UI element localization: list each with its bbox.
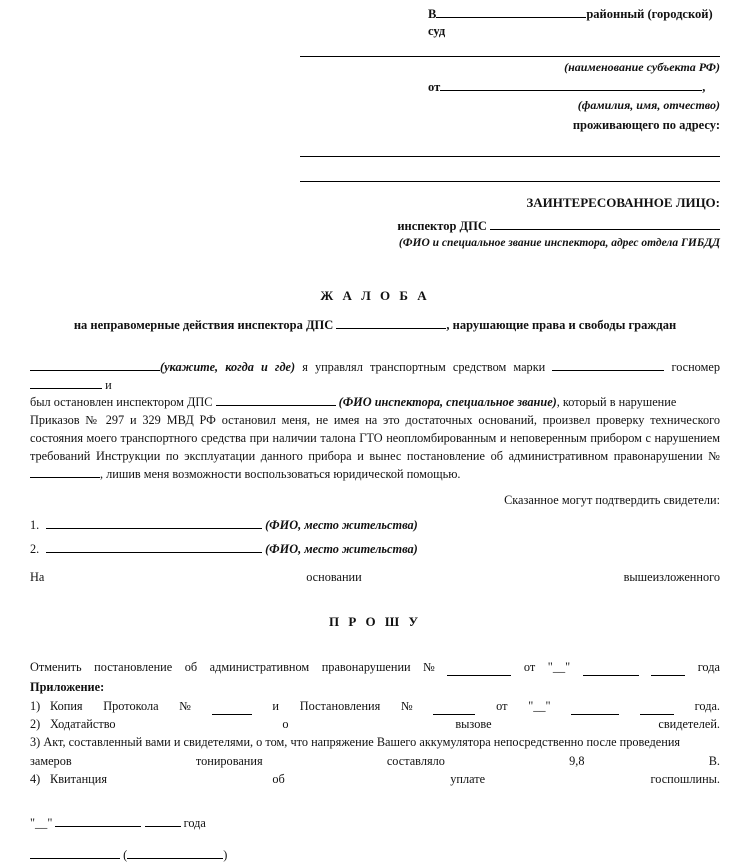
inspector-name-blank[interactable]	[216, 405, 336, 406]
req-word-3: об	[184, 659, 198, 674]
ap3-w4: составляло	[386, 753, 445, 768]
appendix-item-text-continued	[30, 752, 720, 770]
signature-open-paren: (	[123, 847, 128, 862]
court-line	[300, 6, 720, 40]
appendix-item	[30, 697, 720, 715]
ap1-w7: от	[496, 698, 508, 713]
subject-blank-row	[300, 42, 720, 57]
address-blank-2[interactable]	[300, 167, 720, 182]
ap1-blank-2[interactable]	[433, 697, 475, 715]
subject-hint: (наименование субъекта РФ)	[564, 59, 720, 74]
ap1-blank-3[interactable]	[571, 697, 619, 715]
from-prefix: от	[428, 79, 441, 94]
court-suffix: районный (городской) суд	[428, 7, 713, 38]
signature-blank[interactable]	[30, 858, 120, 859]
witness-intro: Сказанное могут подтвердить свидетели:	[504, 492, 720, 507]
address-label: проживающего по адресу:	[572, 118, 720, 133]
body-paragraph-3	[30, 412, 720, 483]
request-line-1	[30, 658, 720, 676]
subtitle-part2: , нарушающие права и свободы граждан	[446, 317, 677, 332]
on-basis-2: основании	[306, 570, 362, 584]
addressee-block	[300, 0, 720, 252]
req-word-8: "__"	[547, 659, 571, 674]
date-row	[30, 815, 720, 833]
witness-number: 1.	[30, 518, 40, 533]
body-p2-a: был остановлен инспектором ДПС	[30, 395, 213, 410]
date-place-blank[interactable]	[30, 370, 160, 371]
ap1-w9: года.	[694, 698, 720, 713]
body-p1-b: госномер	[671, 359, 720, 374]
req-year-blank[interactable]	[651, 658, 685, 676]
subtitle-part1: на неправомерные действия инспектора ДПС	[73, 317, 334, 332]
inspector-label: инспектор ДПС	[397, 218, 487, 233]
appendix-item	[30, 733, 720, 751]
ap1-w1: Копия	[50, 698, 83, 713]
ap4-w2: об	[272, 772, 285, 787]
ap1-w6: №	[400, 698, 413, 713]
req-word-7: от	[523, 659, 536, 674]
req-word-9: года	[697, 659, 720, 674]
request-block	[30, 658, 720, 789]
on-basis-1: На	[30, 570, 45, 584]
ap3-w5: 9,8	[569, 753, 585, 768]
req-word-2: постановление	[94, 659, 173, 674]
req-month-blank[interactable]	[583, 658, 639, 676]
ap1-w3: №	[179, 698, 192, 713]
appendix-item-text	[30, 733, 720, 751]
resolution-number-blank[interactable]	[30, 477, 100, 478]
appendix-item-continued	[30, 752, 720, 770]
witness-hint-2: (ФИО, место жительства)	[265, 542, 418, 557]
date-month-blank[interactable]	[55, 826, 141, 827]
ap3-w3: тонирования	[195, 753, 263, 768]
witness-row	[30, 541, 720, 559]
date-place-hint: (укажите, когда и где)	[160, 359, 296, 374]
on-basis-line	[30, 569, 720, 587]
ap1-w5: Постановления	[299, 698, 381, 713]
ap3-num-inline: 3)	[30, 735, 41, 750]
body-p3-text: Приказов № 297 и 329 МВД РФ остановил меня, не имея на это достаточных оснований, произвел проверку технического состояния моего транспортного средства при наличии талона ГТО неопломбированным и неповеренным прибором с нарушением требований Инструкции по эксплуатации данного прибора и вынес постановление об административном правонарушении №	[30, 413, 720, 463]
court-blank[interactable]	[436, 17, 586, 18]
ap1-w2: Протокола	[103, 698, 159, 713]
ap2-w3: вызове	[455, 716, 492, 731]
vehicle-brand-blank[interactable]	[552, 370, 664, 371]
ap4-w3: уплате	[450, 772, 486, 787]
ap2-w2: о	[282, 716, 289, 731]
date-year-blank[interactable]	[145, 826, 181, 827]
ap3-w6: В.	[708, 753, 720, 768]
req-number-blank[interactable]	[447, 658, 511, 676]
ap3-w2: замеров	[30, 753, 72, 768]
body-p1-a: я управлял транспортным средством марки	[302, 359, 546, 374]
from-line	[300, 79, 720, 96]
appendix-item-text	[50, 770, 720, 788]
prosu-heading: П Р О Ш У	[329, 613, 421, 629]
inspector-line	[300, 218, 720, 235]
address-blank-row-1	[300, 142, 720, 157]
witness-row	[30, 517, 720, 535]
inspector-blank[interactable]	[490, 229, 720, 230]
appendix-item-number: 2)	[30, 716, 41, 731]
appendix-label: Приложение:	[30, 680, 105, 695]
witness-hint-1: (ФИО, место жительства)	[265, 518, 418, 533]
body-p2-b: , который в нарушение	[556, 395, 677, 410]
req-word-5: правонарушении	[321, 659, 411, 674]
address-blank-1[interactable]	[300, 142, 720, 157]
on-basis-3: вышеизложенного	[623, 570, 720, 584]
ap4-w4: госпошлины.	[650, 772, 720, 787]
ap1-w4: и	[272, 698, 280, 713]
body-paragraph-2	[30, 394, 720, 412]
appendix-item	[30, 770, 720, 788]
signature-row	[30, 847, 720, 864]
ap1-blank-1[interactable]	[212, 697, 252, 715]
complaint-body	[30, 359, 720, 864]
signature-close-paren: )	[223, 847, 228, 862]
ap1-w8: "__"	[528, 698, 551, 713]
subject-blank[interactable]	[300, 42, 720, 57]
document-title: Ж А Л О Б А	[320, 287, 430, 303]
inspector-hint: (ФИО и специальное звание инспектора, адрес отдела ГИБДД	[398, 237, 720, 250]
ap3-text: Акт, составленный вами и свидетелями, о том, что напряжение Вашего аккумулятора непосредственно после проведения	[43, 735, 681, 750]
appendix-item-text	[50, 715, 720, 733]
ap2-w4: свидетелей.	[658, 716, 720, 731]
address-label-row	[300, 117, 720, 134]
ap4-w1: Квитанция	[50, 772, 107, 787]
date-quote: "__"	[30, 815, 53, 830]
from-suffix: ,	[702, 79, 706, 94]
signature-block	[30, 815, 720, 864]
body-paragraph-1	[30, 359, 720, 395]
interested-person-label: ЗАИНТЕРЕСОВАННОЕ ЛИЦО:	[526, 195, 720, 211]
date-year-label: года	[183, 815, 206, 830]
req-word-1: Отменить	[30, 659, 82, 674]
document-subtitle	[0, 318, 750, 333]
body-p1-c: и	[105, 377, 112, 392]
body-p2-hint: (ФИО инспектора, специальное звание)	[338, 395, 557, 410]
appendix-item-text	[50, 697, 720, 715]
address-blank-row-2	[300, 167, 720, 182]
witness-number: 2.	[30, 542, 40, 557]
ap1-blank-4[interactable]	[640, 697, 674, 715]
appendix-item	[30, 715, 720, 733]
body-p3-end: , лишив меня возможности воспользоваться юридической помощью.	[100, 466, 461, 481]
req-word-4: административном	[209, 659, 310, 674]
fio-hint: (фамилия, имя, отчество)	[577, 98, 720, 113]
witness-blank-1[interactable]	[46, 528, 262, 529]
subtitle-blank[interactable]	[336, 328, 446, 329]
vehicle-number-blank[interactable]	[30, 388, 102, 389]
ap2-w1: Ходатайство	[50, 716, 116, 731]
appendix-item-number: 1)	[30, 698, 41, 713]
court-prefix: В	[428, 7, 437, 21]
witness-blank-2[interactable]	[46, 552, 262, 553]
witness-list	[30, 517, 720, 559]
from-blank[interactable]	[440, 90, 702, 91]
appendix-item-number: 4)	[30, 772, 41, 787]
req-word-6: №	[423, 659, 435, 674]
signature-name-blank[interactable]	[127, 858, 223, 859]
